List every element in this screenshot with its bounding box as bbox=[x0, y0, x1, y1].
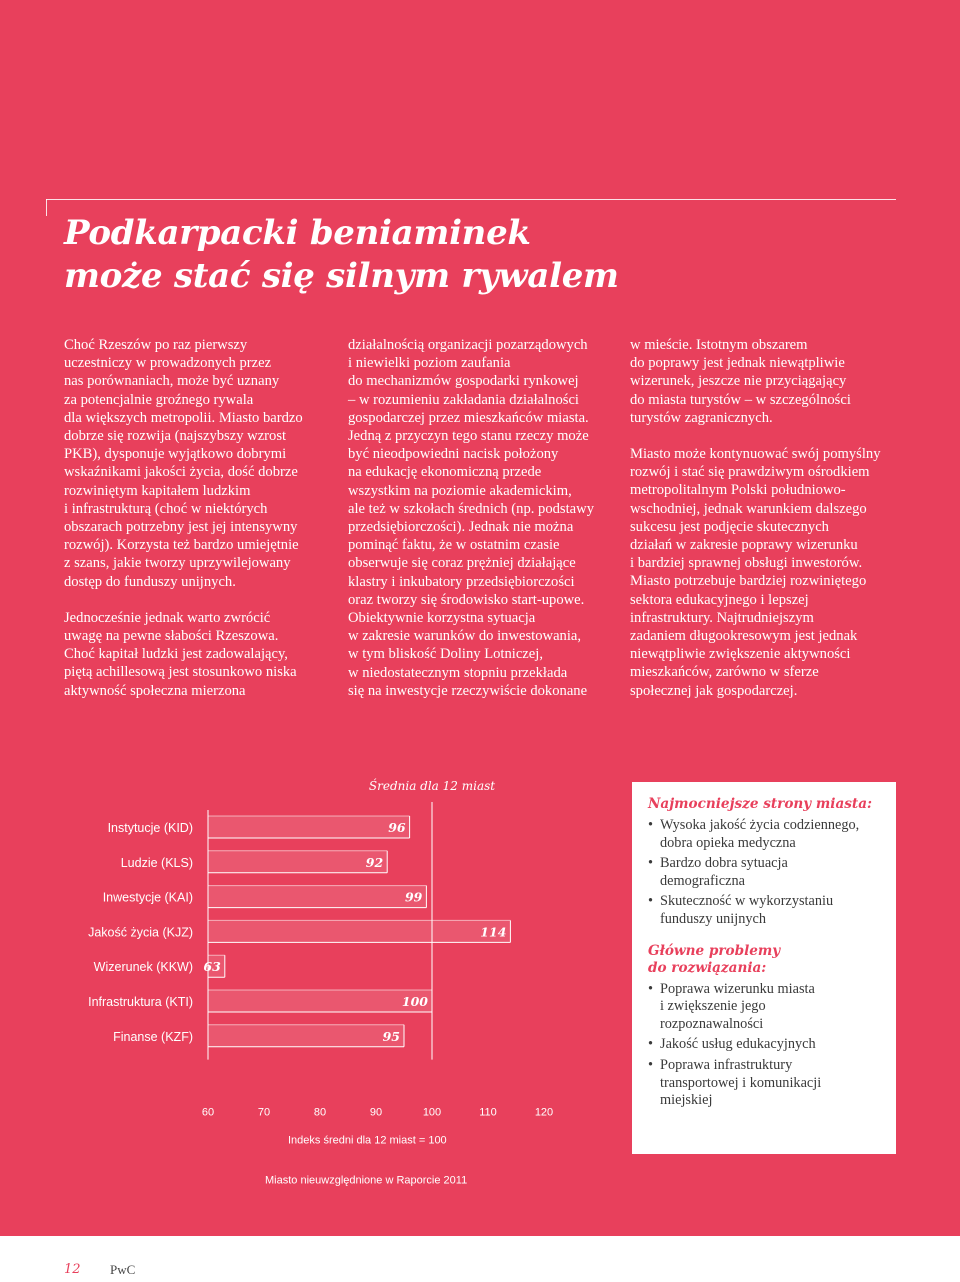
body-line: nas porównaniach, może być uznany bbox=[64, 373, 280, 390]
x-tick-label: 60 bbox=[201, 1106, 215, 1119]
body-line: wskaźnikami jakości życia, dość dobrze bbox=[64, 464, 298, 481]
body-line: działań w zakresie poprawy wizerunku bbox=[630, 537, 858, 554]
x-axis-label: Indeks średni dla 12 miast = 100 bbox=[288, 1134, 447, 1147]
value-label: 95 bbox=[382, 1028, 400, 1044]
list-item-line: i zwiększenie jego bbox=[660, 998, 766, 1015]
body-line: niewątpliwie zwiększenie aktywności bbox=[630, 646, 851, 663]
bar bbox=[208, 990, 432, 1012]
body-line: Obiektywnie korzystna sytuacja bbox=[348, 610, 536, 627]
body-line: uwagę na pewne słabości Rzeszowa. bbox=[64, 628, 279, 645]
bar bbox=[208, 886, 426, 908]
body-line: na edukację ekonomiczną przede bbox=[348, 464, 542, 481]
body-line: aktywność społeczna mierzona bbox=[64, 682, 246, 699]
category-label: Wizerunek (KKW) bbox=[93, 960, 193, 975]
body-line: z szans, jakie tworzy uprzywilejowany bbox=[64, 555, 291, 572]
list-item-line: Poprawa infrastruktury bbox=[660, 1056, 793, 1073]
list-item bbox=[648, 817, 880, 852]
list-item bbox=[648, 855, 880, 890]
list-item-line: Wysoka jakość życia codziennego, bbox=[660, 817, 860, 833]
list-item bbox=[648, 1057, 880, 1110]
body-line: działalnością organizacji pozarządowych bbox=[348, 337, 588, 353]
body-line: sukcesu jest podjęcie skutecznych bbox=[630, 518, 829, 535]
title-line-2: może stać się silnym rywalem bbox=[64, 256, 619, 296]
body-line: pominąć faktu, że w ostatnim czasie bbox=[348, 537, 560, 554]
x-tick-label: 70 bbox=[257, 1106, 271, 1119]
body-line: zadaniem długookresowym jest jednak bbox=[630, 628, 858, 645]
index-bar-chart bbox=[0, 770, 620, 1187]
body-line: obszarach potrzebny jest jej intensywny bbox=[64, 519, 298, 536]
body-line: rozwój i stać się prawdziwym ośrodkiem bbox=[630, 464, 870, 481]
bullet-icon: • bbox=[648, 893, 654, 910]
body-line: turystów zagranicznych. bbox=[630, 409, 773, 426]
x-tick-label: 110 bbox=[479, 1106, 497, 1119]
list-item-line: Skuteczność w wykorzystaniu bbox=[660, 893, 834, 910]
body-line: dla większych metropolii. Miasto bardzo bbox=[64, 409, 303, 426]
body-line: dostęp do funduszy unijnych. bbox=[64, 573, 236, 590]
list-item-line: Jakość usług edukacyjnych bbox=[660, 1036, 816, 1053]
body-line: piętą achillesową jest stosunkowo niska bbox=[64, 664, 297, 681]
body-line: wschodniej, jednak warunkiem dalszego bbox=[630, 500, 867, 517]
paragraph-gap bbox=[64, 591, 336, 609]
chart-svg bbox=[0, 770, 620, 1187]
value-label: 96 bbox=[388, 820, 406, 835]
body-line: rozwiniętym kapitałem ludzkim bbox=[64, 482, 251, 499]
footer-brand: PwC bbox=[110, 1262, 136, 1277]
body-column-2 bbox=[348, 336, 620, 700]
body-column-1 bbox=[64, 336, 336, 700]
page-title bbox=[64, 212, 619, 298]
list-item bbox=[648, 1036, 880, 1054]
list-item-line: Poprawa wizerunku miasta bbox=[660, 980, 815, 997]
body-line: za potencjalnie groźnego rywala bbox=[64, 391, 254, 408]
x-tick-label: 80 bbox=[313, 1106, 327, 1119]
title-line-1: Podkarpacki beniaminek bbox=[64, 213, 531, 253]
body-line: ale też w szkołach średnich (np. podstawy bbox=[348, 500, 594, 517]
strengths-list bbox=[648, 817, 880, 929]
body-line: Choć kapitał ludzki jest zadowalający, bbox=[64, 646, 288, 663]
bar bbox=[208, 851, 387, 873]
body-line: Miasto potrzebuje bardziej rozwiniętego bbox=[630, 573, 867, 590]
body-line: obserwuje się coraz prężniej działające bbox=[348, 555, 576, 572]
body-line: infrastruktury. Najtrudniejszym bbox=[630, 609, 814, 626]
body-line: oraz tworzy się środowisko start-upowe. bbox=[348, 591, 585, 608]
summary-box bbox=[632, 782, 896, 1154]
list-item-line: dobra opieka medyczna bbox=[660, 834, 796, 851]
paragraph-gap bbox=[630, 427, 902, 445]
body-line: do poprawy jest jednak niewątpliwie bbox=[630, 355, 845, 372]
bullet-icon: • bbox=[648, 855, 654, 872]
category-label: Infrastruktura (KTI) bbox=[88, 995, 193, 1009]
body-line: i bardziej sprawnej obsługi inwestorów. bbox=[630, 555, 863, 572]
reference-line-label: Średnia dla 12 miast bbox=[368, 779, 496, 793]
body-line: i niewielki poziom zaufania bbox=[348, 355, 511, 372]
body-line: uczestniczy w prowadzonych przez bbox=[64, 355, 272, 372]
body-line: PKB), dysponuje wyjątkowo dobrymi bbox=[64, 446, 287, 463]
frame-line-top bbox=[46, 199, 896, 200]
value-label: 92 bbox=[365, 854, 384, 870]
body-line: społecznej jak gospodarczej. bbox=[630, 682, 798, 699]
problems-heading-line-1: Główne problemy bbox=[648, 942, 781, 959]
list-item-line: Bardzo dobra sytuacja bbox=[660, 855, 788, 872]
body-line: metropolitalnym Polski południowo- bbox=[630, 482, 846, 499]
list-item-line: funduszy unijnych bbox=[660, 910, 767, 927]
bar bbox=[208, 816, 410, 838]
body-line: w tym bliskość Doliny Lotniczej, bbox=[348, 646, 543, 663]
body-line: się na inwestycje rzeczywiście dokonane bbox=[348, 682, 588, 699]
problems-heading bbox=[648, 943, 880, 977]
value-label: 63 bbox=[203, 959, 221, 975]
body-line: Choć Rzeszów po raz pierwszy bbox=[64, 337, 248, 353]
bullet-icon: • bbox=[648, 1056, 654, 1073]
body-line: być nieodpowiedni nacisk położony bbox=[348, 446, 559, 463]
list-item-line: miejskiej bbox=[660, 1092, 713, 1109]
chart-note: Miasto nieuwzględnione w Raporcie 2011 bbox=[265, 1174, 468, 1187]
body-line: Jedną z przyczyn tego stanu rzeczy może bbox=[348, 428, 589, 445]
category-label: Inwestycje (KAI) bbox=[102, 890, 193, 905]
bullet-icon: • bbox=[648, 1036, 654, 1053]
list-item bbox=[648, 893, 880, 928]
bullet-icon: • bbox=[648, 980, 654, 997]
category-label: Instytucje (KID) bbox=[107, 821, 193, 835]
body-line: wszystkim na poziomie akademickim, bbox=[348, 482, 572, 499]
body-line: Miasto może kontynuować swój pomyślny bbox=[630, 446, 881, 463]
bar bbox=[208, 920, 510, 942]
body-line: do miasta turystów – w szczególności bbox=[630, 391, 851, 408]
category-label: Jakość życia (KJZ) bbox=[88, 925, 193, 940]
body-line: Jednocześnie jednak warto zwrócić bbox=[64, 609, 271, 626]
category-label: Finanse (KZF) bbox=[113, 1029, 193, 1044]
category-label: Ludzie (KLS) bbox=[120, 855, 193, 870]
body-line: – w rozumieniu zakładania działalności bbox=[348, 391, 579, 408]
list-item-line: rozpoznawalności bbox=[660, 1015, 764, 1032]
x-tick-label: 90 bbox=[369, 1106, 383, 1119]
body-line: mieszkańców, zarówno w sferze bbox=[630, 664, 819, 681]
body-line: w niedostatecznym stopniu przekłada bbox=[348, 664, 568, 681]
body-line: do mechanizmów gospodarki rynkowej bbox=[348, 373, 579, 390]
value-label: 99 bbox=[404, 889, 423, 905]
body-line: wizerunek, jeszcze nie przyciągający bbox=[630, 373, 847, 390]
problems-heading-line-2: do rozwiązania: bbox=[648, 959, 767, 976]
problems-list bbox=[648, 981, 880, 1110]
list-item-line: transportowej i komunikacji bbox=[660, 1074, 822, 1091]
body-line: przedsiębiorczości). Jednak nie można bbox=[348, 519, 574, 536]
frame-line-left bbox=[46, 199, 47, 216]
x-tick-label: 100 bbox=[422, 1106, 442, 1119]
body-column-3 bbox=[630, 336, 902, 700]
value-label: 114 bbox=[480, 924, 507, 940]
body-line: w zakresie warunków do inwestowania, bbox=[348, 628, 582, 645]
body-line: dobrze się rozwija (najszybszy wzrost bbox=[64, 428, 287, 445]
body-line: klastry i inkubatory przedsiębiorczości bbox=[348, 573, 575, 590]
body-line: rozwój). Korzysta też bardzo umiejętnie bbox=[64, 537, 299, 554]
body-line: w mieście. Istotnym obszarem bbox=[630, 337, 808, 353]
body-line: gospodarczej przez mieszkańców miasta. bbox=[348, 409, 589, 426]
x-tick-label: 120 bbox=[534, 1106, 554, 1119]
list-item bbox=[648, 981, 880, 1034]
value-label: 100 bbox=[401, 994, 428, 1009]
page-number: 12 bbox=[64, 1262, 81, 1277]
bullet-icon: • bbox=[648, 817, 654, 833]
strengths-heading: Najmocniejsze strony miasta: bbox=[648, 796, 873, 812]
body-line: i infrastrukturą (choć w niektórych bbox=[64, 500, 268, 517]
bar bbox=[208, 1025, 404, 1047]
body-line: sektora edukacyjnego i lepszej bbox=[630, 591, 809, 608]
list-item-line: demograficzna bbox=[660, 872, 745, 889]
